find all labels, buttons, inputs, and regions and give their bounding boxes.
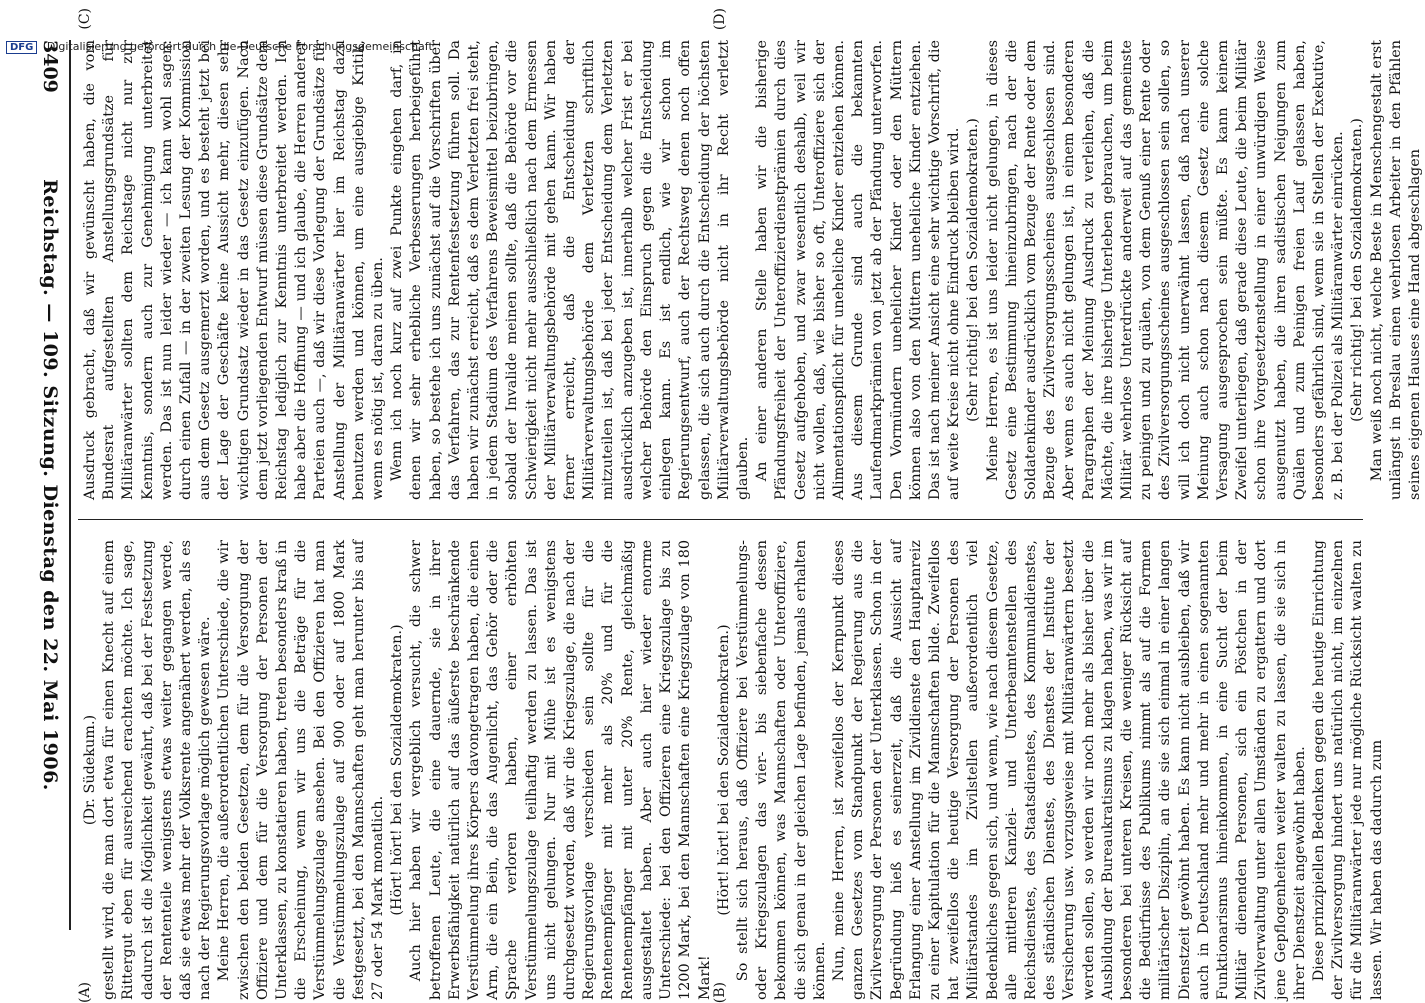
interjection: (Sehr richtig! bei den Sozialdemokraten.) <box>1349 118 1366 422</box>
paragraph: Man weiß noch nicht, welche Beste in Menschengestalt erst unlängst in Breslau einen wehrlosen Arbeiter in den Pfählen seines eigenen Hauses eine Hand abgeschlagen <box>1368 40 1424 500</box>
column-left <box>81 540 1385 1000</box>
paragraph: Meine Herren, es ist uns leider nicht gelungen, in dieses Gesetz eine Bestimmung hineinzubringen, nach der die Soldatenkinder ausdrücklich vom Bezuge der Rente oder dem Bezuge des Zivilversorgungsscheines ausgeschlossen sind. Aber wenn es auch nicht gelungen ist, in einem besonderen Paragraphen der Meinung Ausdruck zu verleihen, daß die Mächte, die ihre bisherige Unterleben gebrauchen, um beim Militär wehrlose Unterdrückte anderweit auf das gemeinste zu peinigen und zu quälen, von dem Genuß einer Rente oder des Zivilversorgungsscheines ausgeschlossen sein sollen, so will ich doch nicht unerwähnt lassen, daß nach unserer Meinung auch schon nach diesem Gesetz eine solche Versagung ausgesprochen sein müßte. Es kann keinem Zweifel unterliegen, daß gerade diese Leute, die beim Militär schon ihre Vorgesetztenstellung in einer unwürdigen Weise ausgenutzt haben, die ihren sadistischen Neigungen zum Quälen und zum Peinigen freien Lauf gelassen haben, besonders gefährlich sind, wenn sie in Stellen der Exekutive, z. B. bei der Polizei als Militäranwärter einrücken. <box>984 40 1347 500</box>
header-rule <box>69 40 71 930</box>
paragraph: Ausdruck gebracht, daß wir gewünscht haben, die vom Bundesrat aufgestellten Anstellungsgrundsätze für Militäranwärter sollten dem Reichstage nicht nur zur Kenntnis, sondern auch zur Genehmigung unterbreitet werden. Das ist nun leider wieder — ich kann wohl sagen: durch einen Zufall — in der zweiten Lesung der Kommission aus dem Gesetz ausgemerzt worden, und es besteht jetzt bei der Lage der Geschäfte keine Aussicht mehr, diesen sehr wichtigen Grundsatz wieder in das Gesetz einzufügen. Nach dem jetzt vorliegenden Entwurf müssen diese Grundsätze dem Reichstag lediglich zur Kenntnis unterbreitet werden. Ich habe aber die Hoffnung — und ich glaube, die Herren anderer Parteien auch —, daß wir diese Vorlegung der Grundsätze für Anstellung der Militäranwärter hier im Reichstag dazu benutzen werden und können, um eine ausgiebige Kritik, wenn es nötig ist, daran zu üben. <box>82 40 387 500</box>
column-right <box>81 40 1424 500</box>
page-title: Reichstag. — 109. Sitzung. Dienstag den 22. Mai 1906. <box>39 179 61 791</box>
dfg-logo: DFG <box>6 41 37 54</box>
interjection: (Hört! hört! bei den Sozialdemokraten.) <box>715 624 732 916</box>
paragraph: Nun, meine Herren, ist zweifellos der Kernpunkt dieses ganzen Gesetzes vom Standpunkt der Regierung aus die Zivilversorgung der Personen der Unterklassen. Schon in der Begründung hieß es seinerzeit, daß die Aussicht auf Erlangung einer Anstellung im Zivildienste den Hauptanreiz zu einer Kapitulation für die Mannschaften bilde. Zweifellos hat zweifellos die heutige Versorgung der Personen des Militärstandes im Zivilstellen außerordentlich viel Bedenkliches gegen sich, und wenn, wie nach diesem Gesetze, alle mittleren Kanzlei- und Unterbeamtenstellen des Reichsdienstes, des Staatsdienstes, des Kommunaldienstes, des ständischen Dienstes, des Dienstes der Institute der Versicherung usw. vorzugsweise mit Militäranwärtern besetzt werden sollen, so werden wir noch mehr als bisher über die Ausbildung der Bureaukratismus zu klagen haben, was wir im besonderen bei unteren Kreisen, die weniger Rücksicht auf die Bedürfnisse des Publikums nimmt als auf die Formen militärischer Disziplin, an die sie sich einmal in einer langen Dienstzeit gewöhnt haben. Es kann nicht ausbleiben, daß wir auch in Deutschland mehr und mehr in einen sogenannten Funktionarismus hineinkommen, in eine Sucht der beim Militär dienenden Personen, sich ein Pöstchen in der Zivilverwaltung unter allen Umständen zu ergattern und dort jene Gepflogenheiten weiter walten zu lassen, die sie sich in ihrer Dienstzeit angewöhnt haben. <box>830 540 1308 1000</box>
paragraph: gestellt wird, die man dort etwa für einen Knecht auf einem Rittergut eben für ausreichend erachten möchte. Ich sage, dadurch ist die Möglichkeit gewährt, daß bei der Festsetzung der Rententeile wenigstens etwas weiter gegangen werde, daß sie etwas mehr der Volksrente angenähert werden, als es nach der Regierungsvorlage möglich gewesen wäre. <box>101 540 214 1000</box>
page-number: 3409 <box>39 40 61 93</box>
margin-marker-c: (C) <box>77 8 93 30</box>
page-header <box>21 40 61 930</box>
paragraph: Wenn ich noch kurz auf zwei Punkte eingehen darf, in denen wir sehr erhebliche Verbesserungen herbeigeführt haben, so bestehe ich uns zunächst auf die Vorschriften über das Verfahren, das zur Rentenfestsetzung führen soll. Da haben wir zunächst erreicht, daß es dem Verletzten frei steht, in jedem Stadium des Verfahrens Beweismittel beizubringen, sobald der Invalide meinen sollte, daß die Behörde vor die Schwierigkeit nicht mehr ausschließlich nach dem Ermessen der Militärverwaltungsbehörde mit gehen kann. Wir haben ferner erreicht, daß die Entscheidung der Militärverwaltungsbehörde dem Verletzten schriftlich mitzuteilen ist, daß bei jeder Entscheidung dem Verletzten ausdrücklich anzugeben ist, innerhalb welcher Frist er bei welcher Behörde den Einspruch gegen die Entscheidung einlegen kann. Es ist endlich, wie wir schon im Regierungsentwurf, auch der Rechtsweg denen noch offen gelassen, die sich auch durch die Entscheidung der höchsten Militärverwaltungsbehörde nicht in ihr Recht verletzt glauben. <box>389 40 751 500</box>
paragraph: An einer anderen Stelle haben wir die bisherige Pfändungsfreiheit der Unteroffizierdienstprämien durch dies Gesetz aufgehoben, und zwar wesentlich deshalb, weil wir nicht wollen, daß, wie bisher so oft, Unteroffiziere sich der Alimentationspflicht für uneheliche Kinder entziehen können. Aus diesem Grunde sind auch die bekannten Laufendmarkprämien von jetzt ab der Pfändung unterworfen. Den Vormündern unehelicher Kinder oder den Müttern können also von den Müttern uneheliche Kinder entziehen. Das ist nach meiner Ansicht eine sehr wichtige Vorschrift, die auf weite Kreise nicht ohne Eindruck bleiben wird. <box>754 40 963 500</box>
margin-marker-a: (A) <box>77 982 93 1003</box>
paragraph: So stellt sich heraus, daß Offiziere bei Verstümmelungs- oder Kriegszulagen das vier- bis siebenfache dessen bekommen können, was Mannschaften oder Unteroffiziere, die sich genau in der gleichen Lage befinden, jemals erhalten können. <box>734 540 828 1000</box>
funding-note-text: Digitalisierung gefördert durch die Deutsche Forschungsgemeinschaft <box>46 40 433 53</box>
paragraph: Diese prinzipiellen Bedenken gegen die heutige Einrichtung der Zivilversorgung hindert uns natürlich nicht, im einzelnen für die Militäranwärter jede nur mögliche Rücksicht walten zu lassen. Wir haben das dadurch zum <box>1311 540 1385 1000</box>
speaker-label: (Dr. Südekum.) <box>82 714 98 826</box>
interjection: (Sehr richtig! bei den Sozialdemokraten.) <box>965 118 982 422</box>
column-divider <box>78 519 1363 520</box>
margin-marker-b: (B) <box>712 982 728 1003</box>
margin-marker-d: (D) <box>712 8 728 31</box>
paragraph: Meine Herren, die außerordentlichen Unterschiede, die wir zwischen den beiden Gesetzen, dem für die Versorgung der Offiziere und dem für die Versorgung der Personen der Unterklassen, zu konstatieren haben, treten besonders kraß in die Erscheinung, wenn wir uns die Beträge für die Verstümmelungszulage ansehen. Bei den Offizieren hat man die Verstümmelungszulage auf 900 oder auf 1800 Mark festgesetzt, bei den Mannschaften geht man herunter bis auf 27 oder 54 Mark monatlich. <box>216 540 387 1000</box>
interjection: (Hört! hört! bei den Sozialdemokraten.) <box>389 624 406 916</box>
paragraph: Auch hier haben wir vergeblich versucht, die schwer betroffenen Leute, die eine dauernde, sie in ihrer Erwerbsfähigkeit natürlich auf das äußerste beschränkende Verstümmelung ihres Körpers davongetragen haben, die einen Arm, die ein Bein, die das Augenlicht, das Gehör oder die Sprache verloren haben, einer erhöhten Verstümmelungszulage teilhaftig werden zu lassen. Das ist uns nicht gelungen. Nur mit Mühe ist es wenigstens durchgesetzt worden, daß wir die Kriegszulage, die nach der Regierungsvorlage verschieden sein sollte für die Rentenempfänger mit mehr als 20% und für die Rentenempfänger mit unter 20% Rente, gleichmäßig ausgestaltet haben. Aber auch hier wieder enorme Unterschiede: bei den Offizieren eine Kriegszulage bis zu 1200 Mark, bei den Mannschaften eine Kriegszulage von 180 Mark! <box>408 540 713 1000</box>
